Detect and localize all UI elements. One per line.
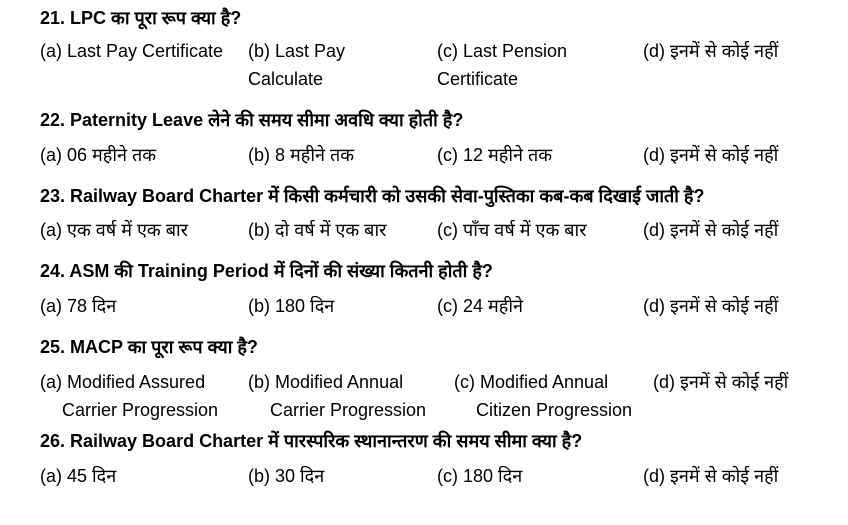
option-line: (b) Last Pay [248, 41, 346, 61]
option-line: (b) 8 महीने तक [248, 145, 355, 165]
option-line: (c) 12 महीने तक [437, 145, 553, 165]
option-line: (c) 180 दिन [437, 466, 523, 486]
option-d [643, 37, 778, 65]
option-line: (c) 24 महीने [437, 296, 523, 316]
option-line: (d) इनमें से कोई नहीं [643, 145, 779, 165]
question-title: 25. MACP का पूरा रूप क्या है? [40, 337, 258, 357]
question-title: 26. Railway Board Charter में पारस्परिक स्थानान्तरण की समय सीमा क्या है? [40, 431, 583, 451]
option-line: (a) 06 महीने तक [40, 145, 157, 165]
option-c [437, 37, 567, 93]
option-line: (b) दो वर्ष में एक बार [248, 220, 387, 240]
option-line: (a) 45 दिन [40, 466, 117, 486]
option-line: (a) Modified Assured [40, 372, 206, 392]
option-line: Carrier Progression [62, 400, 219, 420]
option-c [437, 292, 523, 320]
option-line: (d) इनमें से कोई नहीं [643, 220, 779, 240]
option-a [40, 141, 156, 169]
option-line: (d) इनमें से कोई नहीं [643, 41, 779, 61]
question-title: 22. Paternity Leave लेने की समय सीमा अवधि क्या होती है? [40, 110, 464, 130]
option-b [248, 462, 324, 490]
option-a [40, 216, 188, 244]
option-b [248, 141, 354, 169]
option-b [248, 368, 426, 424]
option-line: (d) इनमें से कोई नहीं [643, 296, 779, 316]
option-line: (a) एक वर्ष में एक बार [40, 220, 189, 240]
option-line: (a) Last Pay Certificate [40, 41, 224, 61]
option-line: (b) 180 दिन [248, 296, 335, 316]
option-c [437, 462, 522, 490]
option-b [248, 292, 334, 320]
option-line: Citizen Progression [476, 400, 633, 420]
option-d [643, 462, 778, 490]
option-c [454, 368, 632, 424]
option-d [643, 292, 778, 320]
option-b [248, 37, 345, 93]
option-a [40, 462, 116, 490]
option-line: Carrier Progression [270, 400, 427, 420]
option-line: (d) इनमें से कोई नहीं [653, 372, 789, 392]
option-c [437, 141, 552, 169]
option-line: (c) Last Pension [437, 41, 568, 61]
option-line: Calculate [248, 69, 324, 89]
option-a [40, 37, 223, 65]
question-title: 23. Railway Board Charter में किसी कर्मचारी को उसकी सेवा-पुस्तिका कब-कब दिखाई जाती है? [40, 186, 705, 206]
option-b [248, 216, 386, 244]
option-line: (a) 78 दिन [40, 296, 117, 316]
option-d [643, 216, 778, 244]
option-d [653, 368, 788, 396]
option-c [437, 216, 587, 244]
option-line: Certificate [437, 69, 519, 89]
option-line: (b) Modified Annual [248, 372, 404, 392]
option-line: (c) पाँच वर्ष में एक बार [437, 220, 587, 240]
option-d [643, 141, 778, 169]
option-a [40, 368, 218, 424]
question-title: 24. ASM की Training Period में दिनों की संख्या कितनी होती है? [40, 261, 493, 281]
option-a [40, 292, 116, 320]
option-line: (b) 30 दिन [248, 466, 325, 486]
option-line: (c) Modified Annual [454, 372, 609, 392]
question-title: 21. LPC का पूरा रूप क्या है? [40, 8, 242, 28]
option-line: (d) इनमें से कोई नहीं [643, 466, 779, 486]
